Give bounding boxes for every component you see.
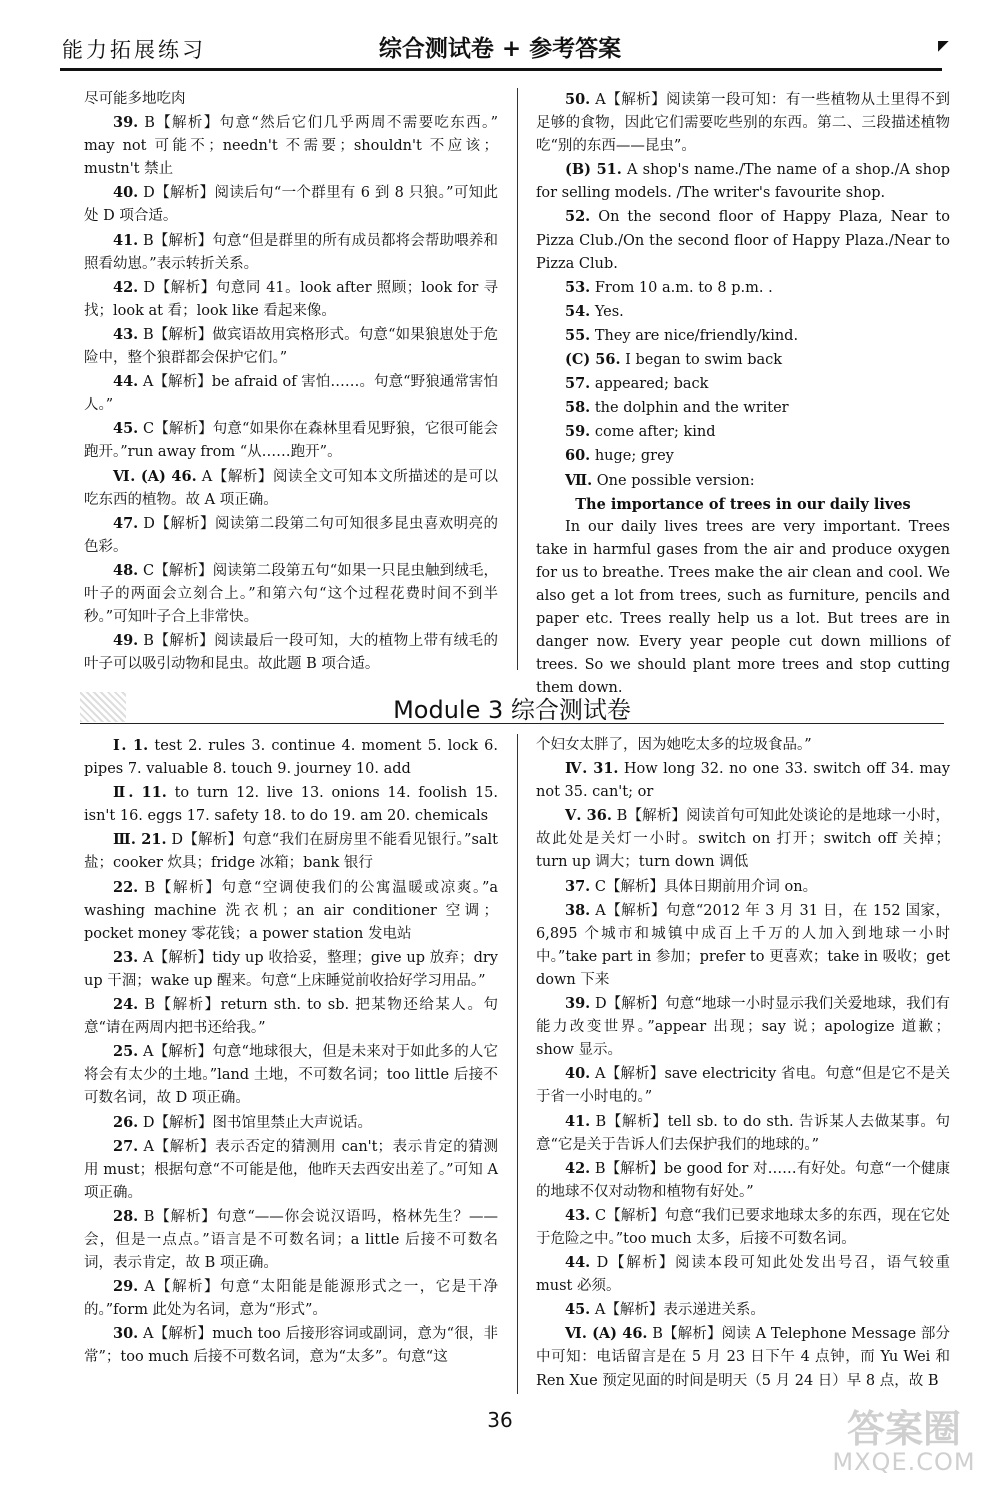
answer-text: B【解析】阅读最后一段可知，大的植物上带有绒毛的叶子可以吸引动物和昆虫。故此题 B 项合适。 [84, 633, 498, 673]
answer-text: C【解析】具体日期前用介词 on。 [590, 878, 818, 895]
answer-number: 45. [565, 1301, 591, 1319]
answer-number: 57. [565, 375, 591, 393]
answer-number: 47. [113, 514, 139, 532]
answer-number: 39. [113, 114, 139, 132]
answer-item [536, 372, 950, 396]
answer-number: Ⅵ. (A) 46. [565, 1325, 648, 1343]
answer-number: 27. [113, 1137, 139, 1155]
answer-number: 48. [113, 561, 139, 579]
answer-number: 50. [565, 91, 591, 108]
answer-item [536, 1110, 950, 1157]
answer-item [84, 1275, 498, 1322]
answer-text: the dolphin and the writer [590, 400, 789, 417]
answer-text: A【解析】句意“地球很大，但是未来对于如此多的人它将会有太少的土地。”land 土地，不可数名词；too little 后接不可数名词，故 D 项正确。 [84, 1044, 498, 1107]
answer-item [536, 300, 950, 324]
answer-item [84, 629, 498, 676]
answer-text: One possible version: [592, 472, 755, 489]
answer-item [536, 276, 950, 300]
answer-item [84, 465, 498, 512]
answer-item [536, 1157, 950, 1204]
answer-item [536, 444, 950, 468]
answer-number: 43. [565, 1206, 591, 1224]
answer-number: 45. [113, 420, 139, 438]
answer-text: 个妇女太胖了，因为她吃太多的垃圾食品。” [536, 737, 812, 753]
answer-text: A shop's name./The name of a shop./A shop for selling models. /The writer's favourite shop. [536, 162, 950, 202]
answer-text: B【解析】阅读 A Telephone Message 部分中可知：电话留言是在 5 月 23 日下午 4 点钟，而 Yu Wei 和 Ren Xue 预定见面的时间是明天（5 月 24 日）早 8 点，故 B [536, 1326, 951, 1389]
answer-text: A【解析】表示否定的猜测用 can't；表示肯定的猜测用 must；根据句意“不可能是他，他昨天去西安出差了。”可知 A 项正确。 [84, 1138, 498, 1201]
answer-text: B【解析】做宾语故用宾格形式。句意“如果狼崽处于危险中，整个狼群都会保护它们。” [84, 326, 498, 367]
answer-number: Ⅴ. 36. [565, 807, 612, 825]
answer-number: 59. [565, 423, 591, 441]
module-heading-bar [80, 690, 944, 724]
answer-number: 42. [113, 278, 139, 296]
answer-text: D【解析】图书馆里禁止大声说话。 [138, 1114, 372, 1131]
answer-item [84, 828, 498, 875]
answer-number: 25. [113, 1043, 139, 1061]
answer-text: D【解析】阅读第二段第二句可知很多昆虫喜欢明亮的色彩。 [84, 515, 498, 555]
answer-number: Ⅶ. [565, 471, 593, 489]
answer-item [536, 1322, 950, 1392]
page-number: 36 [487, 1408, 513, 1432]
answer-text: They are nice/friendly/kind. [590, 327, 799, 344]
answer-number: 24. [113, 996, 139, 1014]
answer-text: I began to swim back [620, 352, 783, 369]
answer-item [84, 946, 498, 993]
answer-text: B【解析】句意“然后它们几乎两周不需要吃东西。” may not 可能不；needn't 不需要；shouldn't 不应该；mustn't 禁止 [84, 115, 498, 178]
answer-number: 55. [565, 326, 591, 344]
answer-number: 54. [565, 302, 591, 320]
answer-item [536, 899, 950, 992]
answer-number: 23. [113, 948, 139, 966]
answer-text: C【解析】阅读第二段第五句“如果一只昆虫触到绒毛，叶子的两面会立刻合上。”和第六句“这个过程花费时间不到半秒。”可知叶子合上非常快。 [84, 562, 498, 626]
answer-item [84, 512, 498, 559]
answer-number: 53. [565, 278, 591, 296]
answer-number: 52. [565, 208, 591, 226]
watermark-logo: 答案圈 MXQE.COM [832, 1407, 976, 1476]
answer-item [536, 734, 950, 757]
series-label: 能力拓展练习 [62, 38, 206, 62]
answer-item [84, 993, 498, 1040]
answer-text: D【解析】句意“地球一小时显示我们关爱地球，我们有能力改变世界。”appear 出现；say 说；apologize 道歉；show 显示。 [536, 996, 950, 1059]
answer-number: 28. [113, 1207, 139, 1225]
answer-item [536, 348, 950, 372]
answer-item [84, 370, 498, 417]
answer-number: (C) 56. [565, 351, 621, 369]
answer-number: Ⅲ. 21. [113, 831, 167, 849]
column-divider-bottom [517, 734, 518, 1394]
answer-text: C【解析】句意“我们已要求地球太多的东西，现在它处于危险之中。”too much 太多，后接不可数名词。 [536, 1207, 950, 1247]
answer-item [84, 111, 498, 181]
answer-item [536, 1062, 950, 1109]
answer-item [84, 276, 498, 323]
answer-number: 30. [113, 1325, 139, 1343]
answers-column-bottom-right [536, 734, 950, 1393]
answer-text: A【解析】be afraid of 害怕……。句意“野狼通常害怕人。” [84, 374, 498, 414]
answer-item [536, 420, 950, 444]
answer-item [536, 324, 950, 348]
answer-text: From 10 a.m. to 8 p.m. . [590, 279, 773, 296]
answer-item [536, 875, 950, 899]
answer-item [84, 734, 498, 781]
answer-text: A【解析】much too 后接形容词或副词，意为“很，非常”；too much 后接不可数名词，意为“太多”。句意“这 [84, 1326, 498, 1366]
answer-number: 40. [113, 184, 139, 202]
answer-text: A【解析】阅读全文可知本文所描述的是可以吃东西的植物。故 A 项正确。 [84, 468, 498, 508]
answer-number: 41. [565, 1112, 591, 1130]
answer-item [84, 323, 498, 370]
answer-item [536, 205, 950, 275]
answer-item [84, 781, 498, 828]
answer-number: 22. [113, 878, 139, 896]
essay-body: In our daily lives trees are very important. Trees take in harmful gases from the air and produce oxygen for us to breathe. Trees make the air clean and cool. We also get a lot from trees, such as furniture, pencils and paper etc. Trees really help us a lot. But trees are in danger now. Every year people cut down millions of trees. So we should plant more trees and stop cutting them down. [536, 518, 950, 697]
answer-number: 49. [113, 632, 139, 650]
answer-text: On the second floor of Happy Plaza, Near to Pizza Club./On the second floor of Happy Plaza./Near to Pizza Club. [536, 209, 950, 272]
answer-text: appeared; back [590, 376, 709, 393]
answer-number: 39. [565, 995, 591, 1013]
answer-text: How long 32. no one 33. switch off 34. may not 35. can't; or [536, 761, 951, 801]
answer-text: D【解析】句意“我们在厨房里不能看见银行。”salt 盐；cooker 炊具；fridge 冰箱；bank 银行 [84, 832, 499, 872]
answer-item [84, 876, 498, 946]
answer-text: A【解析】tidy up 收拾妥，整理；give up 放弃；dry up 干涸；wake up 醒来。句意“上床睡觉前收拾好学习用品。” [84, 949, 498, 989]
answers-column-top-left [84, 88, 498, 676]
answer-number: 37. [565, 877, 591, 895]
answer-item [84, 1205, 498, 1275]
answer-text: B【解析】tell sb. to do sth. 告诉某人去做某事。句意“它是关于告诉人们去保护我们的地球的。” [536, 1113, 950, 1153]
answer-item [84, 1111, 498, 1135]
answer-text: B【解析】句意“——你会说汉语吗，格林先生？——会，但是一点点。”语言是不可数名词；a little 后接不可数名词，表示肯定，故 B 项正确。 [84, 1208, 498, 1272]
answer-number: 44. [113, 373, 139, 391]
answer-text: A【解析】句意“太阳能是能源形式之一，它是干净的。”form 此处为名词，意为“形式”。 [84, 1279, 498, 1319]
answer-number: 44. [565, 1254, 591, 1272]
answer-item [84, 1040, 498, 1110]
page-header-title: 综合测试卷 + 参考答案 [378, 36, 622, 62]
answer-text: D【解析】句意同 41。look after 照顾；look for 寻找；look at 看；look like 看起来像。 [84, 279, 498, 319]
answer-text: D【解析】阅读后句“一个群里有 6 到 8 只狼。”可知此处 D 项合适。 [84, 185, 498, 225]
answer-item [536, 1251, 950, 1298]
answer-text: A【解析】save electricity 省电。句意“但是它不是关于省一小时电的。” [536, 1066, 950, 1106]
column-divider-top [517, 88, 518, 670]
answer-item [536, 469, 950, 493]
answer-item [536, 396, 950, 420]
answer-number: 29. [113, 1278, 139, 1296]
answer-number: 26. [113, 1113, 139, 1131]
corner-mark-icon: ◤ [938, 38, 949, 54]
answer-item [84, 417, 498, 464]
answer-number: 42. [565, 1159, 591, 1177]
answers-column-bottom-left [84, 734, 498, 1370]
answer-item [84, 181, 498, 228]
answer-number: Ⅰ. 1. [113, 737, 149, 754]
answer-item [84, 559, 498, 629]
answer-text: come after; kind [590, 424, 716, 441]
essay-title: The importance of trees in our daily lives [575, 495, 911, 513]
answer-number: 60. [565, 447, 591, 465]
answer-number: Ⅵ. (A) 46. [113, 467, 197, 485]
answer-text: huge; grey [590, 448, 674, 465]
answer-item [84, 88, 498, 111]
answer-text: A【解析】句意“2012 年 3 月 31 日，在 152 国家，6,895 个城市和城镇中成百上千万的人加入到地球一小时中。”take part in 参加；prefer to 更喜欢；take in 吸收；get down 下来 [536, 902, 950, 988]
answer-item [84, 1322, 498, 1369]
answer-number: Ⅳ. 31. [565, 760, 619, 778]
module-rule [80, 723, 944, 724]
answer-item [84, 229, 498, 276]
answer-text: A【解析】表示递进关系。 [590, 1302, 765, 1319]
header-rule [60, 68, 942, 71]
answer-item [536, 1204, 950, 1251]
answer-text: B【解析】句意“空调使我们的公寓温暖或凉爽。”a washing machine 洗衣机；an air conditioner 空调；pocket money 零花钱；a power station 发电站 [84, 879, 498, 942]
answer-item [536, 1298, 950, 1322]
answer-number: 40. [565, 1065, 591, 1083]
answer-number: 43. [113, 325, 139, 343]
answer-item [536, 804, 950, 874]
answer-text: B【解析】be good for 对……有好处。句意“一个健康的地球不仅对动物和植物有好处。” [536, 1160, 950, 1200]
answer-text: C【解析】句意“如果你在森林里看见野狼，它很可能会跑开。”run away from “从……跑开”。 [84, 421, 498, 461]
answer-text: B【解析】句意“但是群里的所有成员都将会帮助喂养和照看幼崽。”表示转折关系。 [84, 232, 498, 272]
answer-text: B【解析】return sth. to sb. 把某物还给某人。句意“请在两周内把书还给我。” [84, 997, 498, 1037]
answer-text: B【解析】阅读首句可知此处谈论的是地球一小时，故此处是关灯一小时。switch on 打开；switch off 关掉；turn up 调大；turn down 调低 [536, 808, 950, 871]
answer-text: D【解析】阅读本段可知此处发出号召，语气较重 must 必须。 [536, 1255, 950, 1295]
answer-number: 41. [113, 231, 139, 249]
answer-text: Yes. [590, 303, 624, 320]
answer-number: 38. [565, 901, 591, 919]
answer-text: 尽可能多地吃肉 [84, 91, 186, 107]
answer-item [536, 88, 950, 158]
answer-text: A【解析】阅读第一段可知：有一些植物从土里得不到足够的食物，因此它们需要吃些别的东西。第二、三段描述植物吃“别的东西——昆虫”。 [536, 92, 950, 155]
answer-number: (B) 51. [565, 161, 622, 179]
answer-item [536, 992, 950, 1062]
answer-number: Ⅱ. 11. [113, 784, 167, 802]
answer-item [84, 1135, 498, 1205]
answer-item [536, 158, 950, 205]
answer-text: test 2. rules 3. continue 4. moment 5. lock 6. pipes 7. valuable 8. touch 9. journey 10. add [84, 738, 498, 778]
answer-text: to turn 12. live 13. onions 14. foolish 15. isn't 16. eggs 17. safety 18. to do 19. am 20. chemicals [84, 785, 499, 825]
answer-item [536, 757, 950, 804]
module-title: Module 3 综合测试卷 [393, 696, 631, 724]
answers-column-top-right [536, 88, 950, 700]
answer-number: 58. [565, 399, 591, 417]
